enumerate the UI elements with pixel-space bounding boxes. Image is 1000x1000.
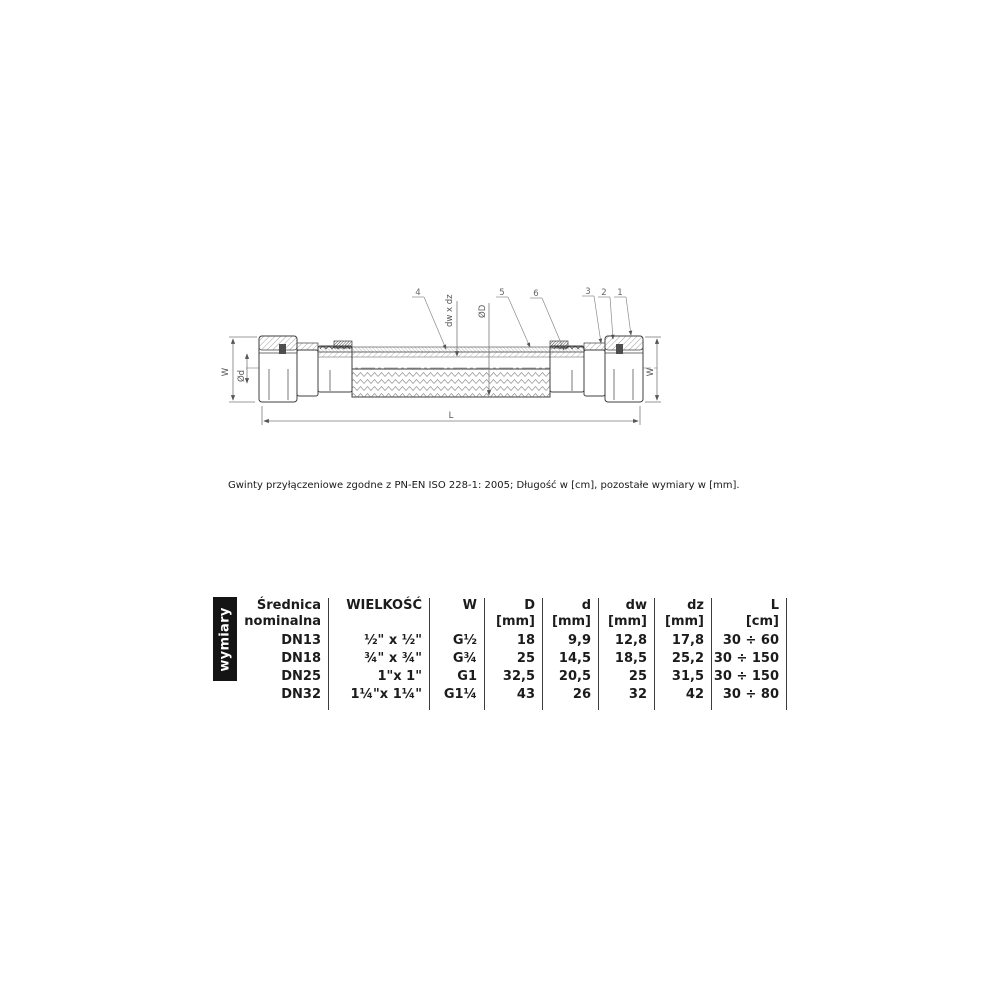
table-column-d-lower	[543, 598, 599, 710]
dim-dw-dz	[445, 294, 457, 356]
hose-section-layers	[318, 347, 584, 357]
callout-1-label: 1	[617, 288, 623, 298]
callout-2-label: 2	[601, 288, 607, 298]
table-column-dw	[599, 598, 655, 710]
table-side-label	[213, 597, 237, 681]
column-subtitle: nominalna	[244, 614, 321, 629]
column-header	[485, 598, 542, 632]
callout-4-label: 4	[415, 288, 421, 298]
column-title: D	[524, 598, 535, 613]
table-cell: 30 ÷ 60	[722, 633, 779, 648]
callout-3	[582, 287, 601, 343]
left-gasket	[279, 344, 286, 354]
dim-w-right	[645, 337, 661, 402]
table-cell: 1¼"x 1¼"	[350, 687, 422, 702]
table-cell: G1¼	[443, 687, 477, 702]
table-cell: 31,5	[671, 669, 704, 684]
callout-2	[598, 288, 613, 339]
column-header	[712, 598, 786, 632]
table-cell: 9,9	[567, 633, 591, 648]
table-column-d-upper	[485, 598, 543, 710]
column-subtitle: [mm]	[496, 614, 535, 629]
table-cell: 25	[628, 669, 647, 684]
dim-length-label: L	[448, 411, 454, 421]
table-cell: 30 ÷ 150	[713, 651, 779, 666]
right-collar	[584, 343, 605, 396]
column-title: W	[462, 598, 477, 613]
table-side-label-text: wymiary	[217, 606, 233, 672]
table-cell: G1	[457, 669, 477, 684]
column-title: dw	[625, 598, 647, 613]
column-title: d	[581, 598, 591, 613]
table-cell: 42	[685, 687, 704, 702]
table-cell: 25,2	[671, 651, 704, 666]
braided-hose	[352, 369, 550, 397]
callout-4	[412, 288, 446, 349]
left-crimp	[320, 341, 352, 349]
column-subtitle	[430, 614, 484, 630]
column-subtitle: [mm]	[552, 614, 591, 629]
table-cell: 30 ÷ 150	[713, 669, 779, 684]
table-cell: 20,5	[558, 669, 591, 684]
table-cell: 32	[628, 687, 647, 702]
hose-technical-drawing	[215, 275, 670, 435]
right-gasket	[616, 344, 623, 354]
callout-5-label: 5	[499, 288, 505, 298]
table-columns	[237, 598, 787, 710]
table-cell: 18	[516, 633, 535, 648]
table-cell: 26	[572, 687, 591, 702]
column-title: dz	[687, 598, 704, 613]
callout-5	[496, 288, 530, 347]
column-subtitle: [cm]	[745, 614, 779, 629]
dim-bore-diameter	[236, 354, 247, 383]
left-nut	[259, 336, 297, 402]
column-header	[430, 598, 484, 632]
left-collar	[297, 343, 318, 396]
column-title: WIELKOŚĆ	[346, 598, 422, 613]
column-header	[543, 598, 598, 632]
dim-length	[262, 406, 640, 425]
table-column-w	[430, 598, 485, 710]
table-cell: DN13	[281, 633, 321, 648]
table-cell: 14,5	[558, 651, 591, 666]
dim-outer-diameter-label: ØD	[478, 304, 488, 318]
callout-3-label: 3	[585, 287, 591, 297]
column-title: L	[770, 598, 779, 613]
column-header	[599, 598, 654, 632]
column-subtitle: [mm]	[665, 614, 704, 629]
column-subtitle	[329, 614, 429, 630]
table-cell: DN25	[281, 669, 321, 684]
table-cell: 18,5	[614, 651, 647, 666]
table-cell: 1"x 1"	[377, 669, 422, 684]
column-header	[655, 598, 711, 632]
table-cell: 32,5	[502, 669, 535, 684]
table-cell: G½	[452, 633, 477, 648]
table-cell: 17,8	[671, 633, 704, 648]
dim-bore-diameter-label: Ød	[237, 369, 247, 383]
dim-w-left	[221, 337, 257, 402]
table-column-wielkosc	[329, 598, 430, 710]
thread-standard-caption: Gwinty przyłączeniowe zgodne z PN-EN ISO 228-1: 2005; Długość w [cm], pozostałe wymiary w [mm].	[228, 480, 740, 491]
table-cell: 30 ÷ 80	[722, 687, 779, 702]
column-header	[237, 598, 328, 632]
dim-dw-dz-label: dw x dz	[445, 294, 455, 327]
table-cell: DN18	[281, 651, 321, 666]
column-subtitle: [mm]	[608, 614, 647, 629]
right-crimp	[550, 341, 584, 349]
callout-6-label: 6	[533, 289, 539, 299]
table-column-dz	[655, 598, 712, 710]
table-cell: 12,8	[614, 633, 647, 648]
table-cell: G¾	[452, 651, 477, 666]
callout-1	[614, 288, 631, 335]
dim-w-right-label: W	[646, 367, 656, 377]
column-header	[329, 598, 429, 632]
right-nut	[605, 336, 643, 402]
dim-w-left-label: W	[221, 367, 231, 377]
table-cell: ¾" x ¾"	[364, 651, 422, 666]
table-cell: 25	[516, 651, 535, 666]
table-cell: 43	[516, 687, 535, 702]
table-column-l	[712, 598, 787, 710]
table-column-nominal-diameter	[237, 598, 329, 710]
column-title: Średnica	[256, 598, 321, 613]
table-cell: ½" x ½"	[364, 633, 422, 648]
table-cell: DN32	[281, 687, 321, 702]
